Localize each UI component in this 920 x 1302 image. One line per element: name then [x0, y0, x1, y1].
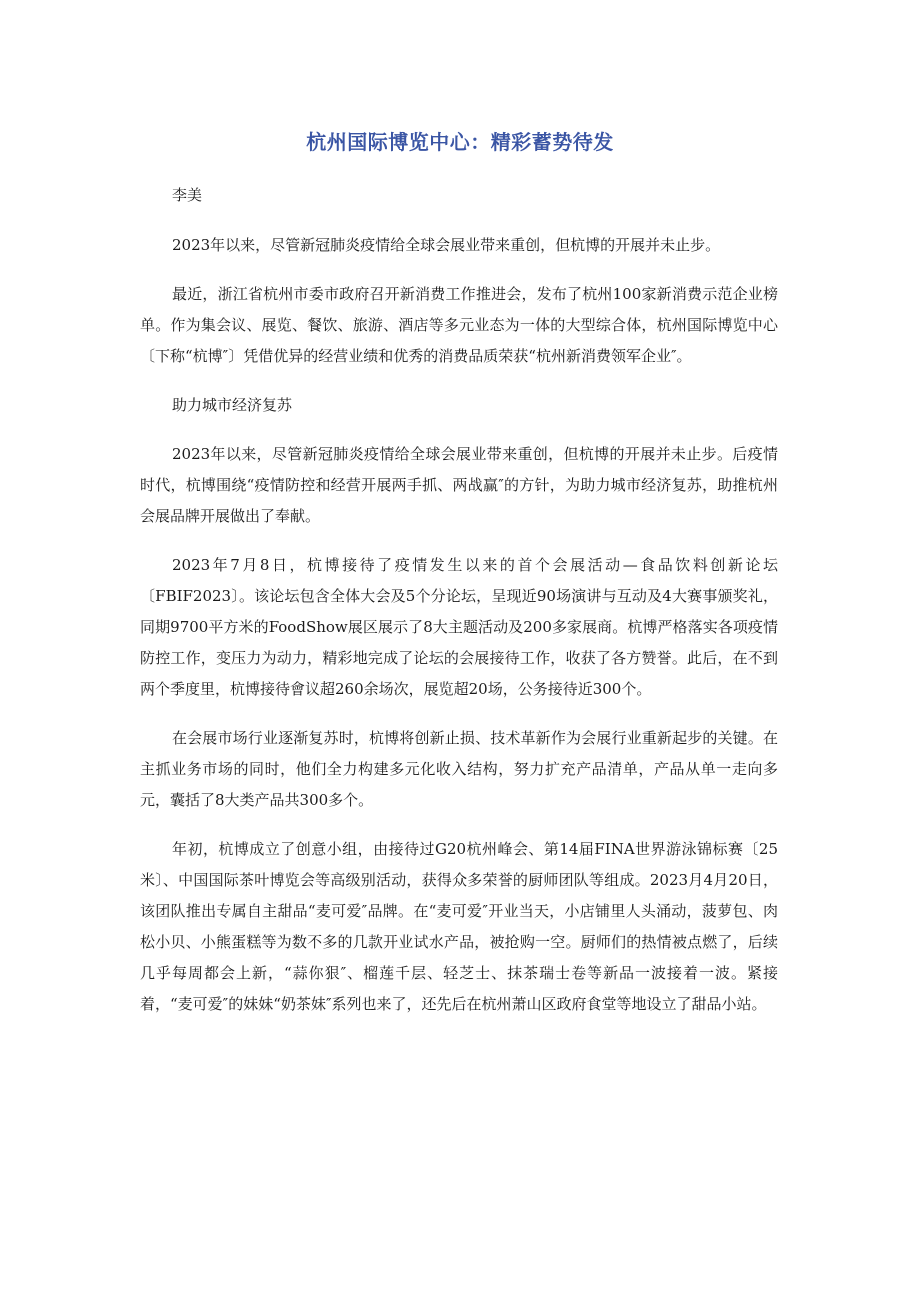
article-body: [140, 180, 778, 1038]
section-heading: 助力城市经济复苏: [172, 396, 293, 414]
paragraph: 年初，杭博成立了创意小组，由接待过G20杭州峰会、第14届FINA世界游泳锦标赛〔25米〕、中国国际茶叶博览会等高级别活动，获得众多荣誉的厨师团队等组成。2023月4月20日，该团队推出专属自主甜品“麦可爱″品牌。在“麦可爱″开业当天，小店铺里人头涌动，菠萝包、肉松小贝、小熊蛋糕等为数不多的几款开业试水产品，被抢购一空。厨师们的热情被点燃了，后续几乎每周都会上新，“蒜你狠″、榴莲千层、轻芝士、抹茶瑞士卷等新品一波接着一波。紧接着，“麦可爱″的妹妹“奶茶妹″系列也来了，还先后在杭州萧山区政府食堂等地设立了甜品小站。: [140, 840, 778, 1013]
paragraph: 最近，浙江省杭州市委市政府召开新消费工作推进会，发布了杭州100家新消费示范企业榜单。作为集会议、展览、餐饮、旅游、酒店等多元业态为一体的大型综合体，杭州国际博览中心〔下称“杭博″〕凭借优异的经营业绩和优秀的消费品质荣获“杭州新消费领军企业″。: [140, 285, 778, 365]
paragraph: 2023年7月8日，杭博接待了疫情发生以来的首个会展活动—食品饮料创新论坛〔FBIF2023〕。该论坛包含全体大会及5个分论坛，呈现近90场演讲与互动及4大赛事颁奖礼，同期9700平方米的FoodShow展区展示了8大主题活动及200多家展商。杭博严格落实各项疫情防控工作，变压力为动力，精彩地完成了论坛的会展接待工作，收获了各方赞誉。此后，在不到两个季度里，杭博接待會议超260余场次，展览超20场，公务接待近300个。: [140, 556, 778, 698]
author-line: 李美: [172, 186, 203, 204]
paragraph: 2023年以来，尽管新冠肺炎疫情给全球会展业带来重创，但杭博的开展并未止步。后疫情时代，杭博围绕“疫情防控和经营开展两手抓、两战赢″的方针，为助力城市经济复苏，助推杭州会展品牌开展做出了奉献。: [140, 445, 778, 525]
paragraph: 在会展市场行业逐渐复苏时，杭博将创新止损、技术革新作为会展行业重新起步的关键。在主抓业务市场的同时，他们全力构建多元化收入结构，努力扩充产品清单，产品从单一走向多元，囊括了8大类产品共300多个。: [140, 729, 778, 809]
paragraph: 2023年以来，尽管新冠肺炎疫情给全球会展业带来重创，但杭博的开展并未止步。: [172, 236, 721, 254]
article-title: 杭州国际博览中心：精彩蓄势待发: [306, 130, 614, 154]
